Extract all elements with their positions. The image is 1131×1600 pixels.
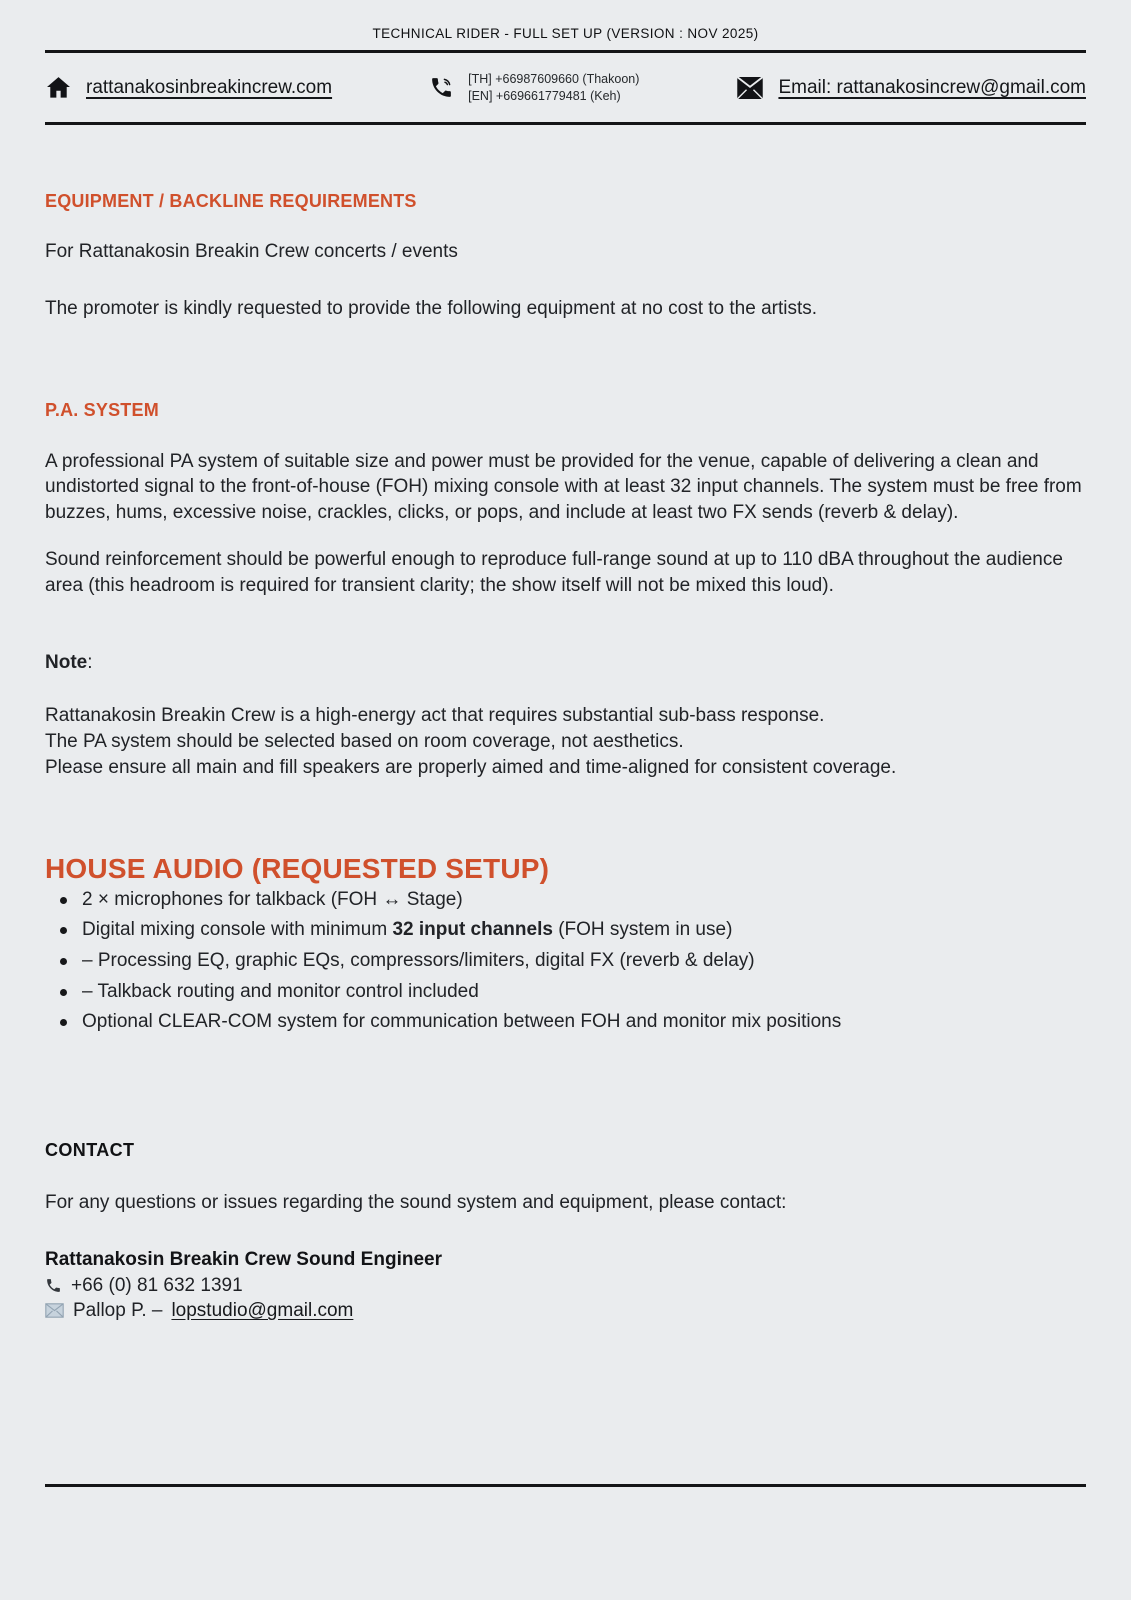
house-audio-list bbox=[45, 885, 1086, 1038]
equipment-section-heading: EQUIPMENT / BACKLINE REQUIREMENTS bbox=[45, 191, 417, 211]
note-line-1: Rattanakosin Breakin Crew is a high-energy act that requires substantial sub-bass response. bbox=[45, 705, 825, 727]
bullet-icon bbox=[60, 958, 67, 965]
phone-number-th: [TH] +66987609660 (Thakoon) bbox=[468, 71, 640, 86]
list-item-text bbox=[82, 977, 479, 1008]
house-audio-heading: HOUSE AUDIO (REQUESTED SETUP) bbox=[45, 852, 550, 884]
bullet-icon bbox=[60, 897, 67, 904]
bullet-icon bbox=[60, 989, 67, 996]
header-bottom-rule bbox=[45, 122, 1086, 125]
list-item bbox=[60, 885, 1086, 916]
pa-system-heading: P.A. SYSTEM bbox=[45, 399, 159, 420]
list-item-text-pre: – Processing EQ, graphic EQs, compressors/limiters, digital FX (reverb & delay) bbox=[82, 949, 755, 971]
list-item bbox=[60, 1007, 1086, 1038]
phone-icon bbox=[429, 75, 454, 100]
contact-email-link[interactable]: lopstudio@gmail.com bbox=[171, 1300, 354, 1322]
website-link[interactable]: rattanakosinbreakincrew.com bbox=[86, 76, 333, 98]
list-item bbox=[60, 977, 1086, 1008]
document-title: TECHNICAL RIDER - FULL SET UP (VERSION : NOV 2025) bbox=[372, 26, 759, 41]
contact-phone-number: +66 (0) 81 632 1391 bbox=[71, 1274, 243, 1296]
note-colon: : bbox=[87, 651, 93, 673]
note-line-3: Please ensure all main and fill speakers are properly aimed and time-aligned for consistent coverage. bbox=[45, 756, 897, 778]
contact-intro: For any questions or issues regarding the sound system and equipment, please contact: bbox=[45, 1191, 787, 1213]
bullet-icon bbox=[60, 1019, 67, 1026]
pa-system-para1: A professional PA system of suitable size and power must be provided for the venue, capable of delivering a clean and undistorted signal to the front-of-house (FOH) mixing console with at least 32 input channels. The system must be free from buzzes, hums, excessive noise, crackles, clicks, or pops, and include at least two FX sends (reverb & delay). bbox=[45, 450, 1082, 524]
list-item-text bbox=[82, 1007, 841, 1038]
note-label-line bbox=[45, 650, 1086, 676]
note-paragraph bbox=[45, 703, 1086, 780]
list-item-text-pre: Digital mixing console with minimum bbox=[82, 919, 393, 941]
contact-name: Rattanakosin Breakin Crew Sound Engineer bbox=[45, 1248, 442, 1270]
phone-numbers bbox=[468, 71, 639, 105]
contact-email-line bbox=[45, 1298, 1086, 1324]
envelope-icon bbox=[736, 77, 764, 99]
website-group bbox=[45, 74, 332, 101]
phone-group bbox=[429, 71, 639, 105]
note-label: Note bbox=[45, 651, 88, 673]
contact-section-heading: CONTACT bbox=[45, 1139, 135, 1160]
home-icon bbox=[45, 74, 72, 101]
equipment-line1: For Rattanakosin Breakin Crew concerts / events bbox=[45, 241, 458, 262]
list-item-text bbox=[82, 915, 732, 946]
list-item bbox=[60, 946, 1086, 977]
list-item-text-post: (FOH system in use) bbox=[552, 919, 733, 941]
bullet-icon bbox=[60, 927, 67, 934]
footer-rule bbox=[45, 1484, 1086, 1487]
equipment-line2: The promoter is kindly requested to provide the following equipment at no cost to the artists. bbox=[45, 297, 818, 319]
list-item-text bbox=[82, 885, 463, 916]
list-item-text-pre: Optional CLEAR-COM system for communication between FOH and monitor mix positions bbox=[82, 1011, 842, 1033]
email-group bbox=[736, 77, 1086, 99]
list-item-text-pre: – Talkback routing and monitor control included bbox=[82, 980, 479, 1002]
envelope-icon bbox=[45, 1303, 64, 1318]
list-item-text-pre: 2 × microphones for talkback (FOH ↔ Stage) bbox=[82, 888, 463, 910]
list-item-text-bold: 32 input channels bbox=[392, 919, 553, 941]
contact-phone-line bbox=[45, 1273, 1086, 1299]
contact-header-bar bbox=[45, 53, 1086, 122]
header-email-link[interactable]: Email: rattanakosincrew@gmail.com bbox=[778, 76, 1086, 98]
pa-system-para2: Sound reinforcement should be powerful enough to reproduce full-range sound at up to 110 dBA throughout the audience area (this headroom is required for transient clarity; the show itself will not be mixed this loud). bbox=[45, 548, 1063, 596]
note-line-2: The PA system should be selected based on room coverage, not aesthetics. bbox=[45, 731, 684, 753]
phone-icon bbox=[45, 1277, 62, 1294]
list-item-text bbox=[82, 946, 755, 977]
phone-number-en: [EN] +669661779481 (Keh) bbox=[468, 88, 621, 103]
contact-email-label: Pallop P. – bbox=[73, 1300, 163, 1322]
list-item bbox=[60, 915, 1086, 946]
